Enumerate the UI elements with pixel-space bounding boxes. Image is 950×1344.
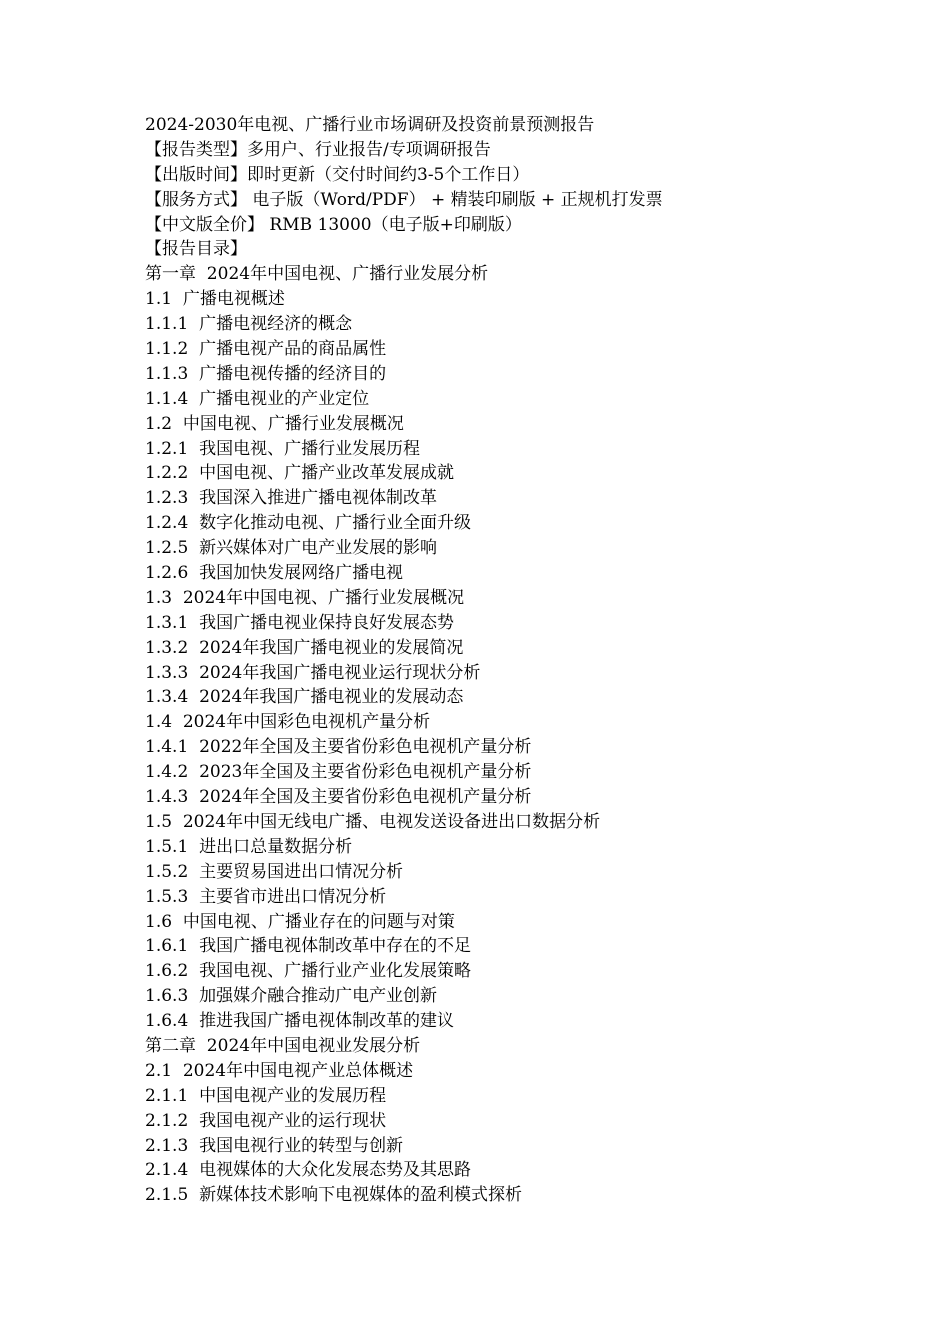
toc-item: 2.1.3 我国电视行业的转型与创新 [145,1135,404,1156]
toc-item: 1.2.5 新兴媒体对广电产业发展的影响 [145,538,438,559]
toc-item: 1.3.4 2024年我国广播电视业的发展动态 [145,687,464,708]
toc-item: 1.4.3 2024年全国及主要省份彩色电视机产量分析 [145,787,532,808]
toc-item: 1.6.1 我国广播电视体制改革中存在的不足 [145,936,472,957]
meta-publish-time: 【出版时间】即时更新（交付时间约3-5个工作日） [145,164,530,185]
toc-item: 1.4.2 2023年全国及主要省份彩色电视机产量分析 [145,762,532,783]
toc-section: 1.6 中国电视、广播业存在的问题与对策 [145,911,455,932]
meta-service-mode: 【服务方式】 电子版（Word/PDF） + 精装印刷版 + 正规机打发票 [145,189,663,210]
toc-item: 1.3.1 我国广播电视业保持良好发展态势 [145,612,455,633]
toc-chapter-1: 第一章 2024年中国电视、广播行业发展分析 [145,264,489,285]
toc-item: 1.6.2 我国电视、广播行业产业化发展策略 [145,961,472,982]
toc-section: 1.4 2024年中国彩色电视机产量分析 [145,712,431,733]
toc-item: 1.1.3 广播电视传播的经济目的 [145,363,387,384]
toc-section: 1.3 2024年中国电视、广播行业发展概况 [145,587,465,608]
toc-item: 2.1.4 电视媒体的大众化发展态势及其思路 [145,1160,472,1181]
toc-item: 1.2.6 我国加快发展网络广播电视 [145,563,404,584]
toc-item: 1.2.3 我国深入推进广播电视体制改革 [145,488,438,509]
toc-item: 1.2.4 数字化推动电视、广播行业全面升级 [145,513,472,534]
toc-item: 1.6.4 推进我国广播电视体制改革的建议 [145,1011,455,1032]
toc-section: 1.2 中国电视、广播行业发展概况 [145,413,404,434]
toc-item: 1.5.1 进出口总量数据分析 [145,836,353,857]
toc-item: 1.3.3 2024年我国广播电视业运行现状分析 [145,662,481,683]
toc-item: 1.2.2 中国电视、广播产业改革发展成就 [145,463,455,484]
toc-item: 1.5.3 主要省市进出口情况分析 [145,886,387,907]
document-page [145,113,905,1208]
toc-item: 1.6.3 加强媒介融合推动广电产业创新 [145,986,438,1007]
document-title: 2024-2030年电视、广播行业市场调研及投资前景预测报告 [145,115,595,135]
toc-section: 2.1 2024年中国电视产业总体概述 [145,1060,414,1081]
toc-item: 2.1.1 中国电视产业的发展历程 [145,1085,387,1106]
toc-item: 2.1.2 我国电视产业的运行现状 [145,1110,387,1131]
meta-report-type: 【报告类型】多用户、行业报告/专项调研报告 [145,139,491,160]
toc-chapter-2: 第二章 2024年中国电视业发展分析 [145,1035,421,1056]
meta-price: 【中文版全价】 RMB 13000（电子版+印刷版） [145,214,522,235]
toc-item: 1.1.4 广播电视业的产业定位 [145,388,370,409]
toc-section: 1.5 2024年中国无线电广播、电视发送设备进出口数据分析 [145,811,601,832]
meta-toc-heading: 【报告目录】 [145,239,247,260]
toc-item: 1.2.1 我国电视、广播行业发展历程 [145,438,421,459]
toc-item: 2.1.5 新媒体技术影响下电视媒体的盈利模式探析 [145,1185,523,1206]
toc-item: 1.1.1 广播电视经济的概念 [145,314,353,335]
toc-section: 1.1 广播电视概述 [145,289,285,310]
toc-item: 1.5.2 主要贸易国进出口情况分析 [145,861,404,882]
toc-item: 1.1.2 广播电视产品的商品属性 [145,339,387,360]
toc-item: 1.3.2 2024年我国广播电视业的发展简况 [145,637,464,658]
toc-item: 1.4.1 2022年全国及主要省份彩色电视机产量分析 [145,737,532,758]
